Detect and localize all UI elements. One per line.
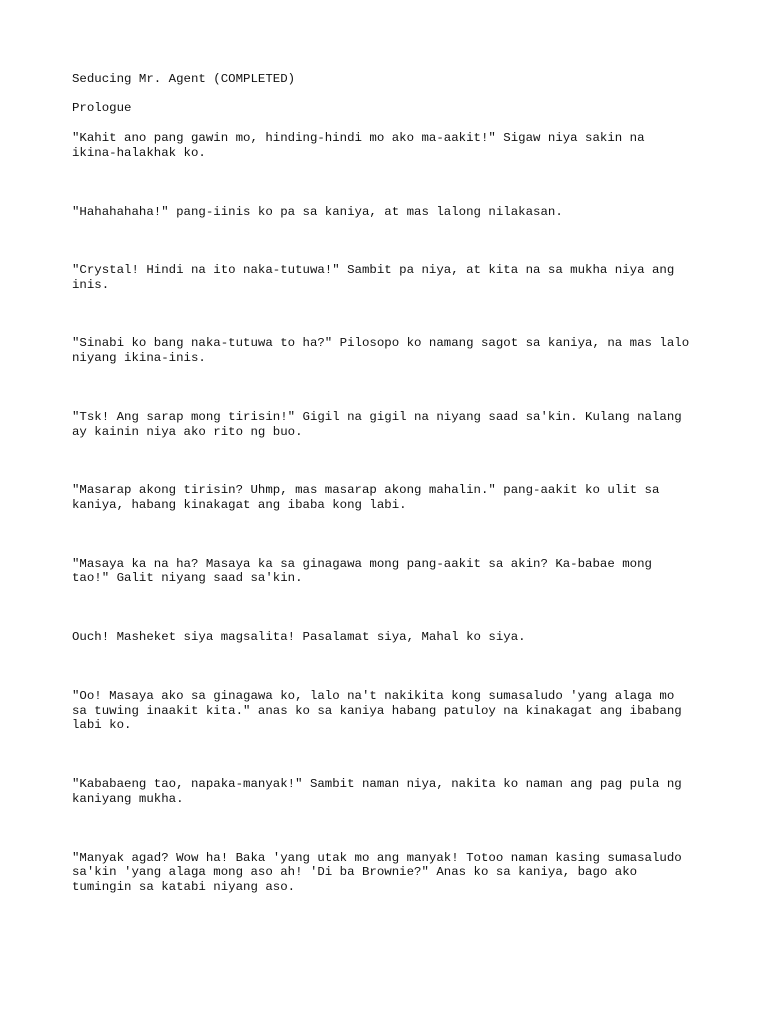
paragraph-7-line-1: "Masaya ka na ha? Masaya ka sa ginagawa mong pang-aakit sa akin? Ka-babae mong [72,557,652,571]
document-title: Seducing Mr. Agent (COMPLETED) [72,72,296,86]
paragraph-11-line-2: sa'kin 'yang alaga mong aso ah! 'Di ba Brownie?" Anas ko sa kaniya, bago ako [72,865,638,879]
paragraph-11-line-3: tumingin sa katabi niyang aso. [72,880,296,894]
paragraph-2-line-1: "Hahahahaha!" pang-iinis ko pa sa kaniya, at mas lalong nilakasan. [72,205,563,219]
paragraph-5-line-2: ay kainin niya ako rito ng buo. [72,425,303,439]
paragraph-3-line-2: inis. [72,278,110,292]
paragraph-9-line-2: sa tuwing inaakit kita." anas ko sa kaniya habang patuloy na kinakagat ang ibabang [72,704,682,718]
paragraph-7-line-2: tao!" Galit niyang saad sa'kin. [72,571,303,585]
paragraph-6-line-2: kaniya, habang kinakagat ang ibaba kong labi. [72,498,407,512]
paragraph-8-line-1: Ouch! Masheket siya magsalita! Pasalamat siya, Mahal ko siya. [72,630,526,644]
paragraph-10-line-2: kaniyang mukha. [72,792,184,806]
paragraph-4-line-1: "Sinabi ko bang naka-tutuwa to ha?" Pilosopo ko namang sagot sa kaniya, na mas lalo [72,336,690,350]
paragraph-6-line-1: "Masarap akong tirisin? Uhmp, mas masarap akong mahalin." pang-aakit ko ulit sa [72,483,660,497]
paragraph-4-line-2: niyang ikina-inis. [72,351,206,365]
paragraph-10-line-1: "Kababaeng tao, napaka-manyak!" Sambit naman niya, nakita ko naman ang pag pula ng [72,777,682,791]
paragraph-1-line-2: ikina-halakhak ko. [72,146,206,160]
paragraph-11-line-1: "Manyak agad? Wow ha! Baka 'yang utak mo ang manyak! Totoo naman kasing sumasaludo [72,851,682,865]
paragraph-1-line-1: "Kahit ano pang gawin mo, hinding-hindi mo ako ma-aakit!" Sigaw niya sakin na [72,131,645,145]
paragraph-9-line-1: "Oo! Masaya ako sa ginagawa ko, lalo na't nakikita kong sumasaludo 'yang alaga mo [72,689,675,703]
paragraph-9-line-3: labi ko. [72,718,132,732]
chapter-heading: Prologue [72,101,132,115]
paragraph-3-line-1: "Crystal! Hindi na ito naka-tutuwa!" Sambit pa niya, at kita na sa mukha niya ang [72,263,675,277]
paragraph-5-line-1: "Tsk! Ang sarap mong tirisin!" Gigil na gigil na niyang saad sa'kin. Kulang nalang [72,410,682,424]
